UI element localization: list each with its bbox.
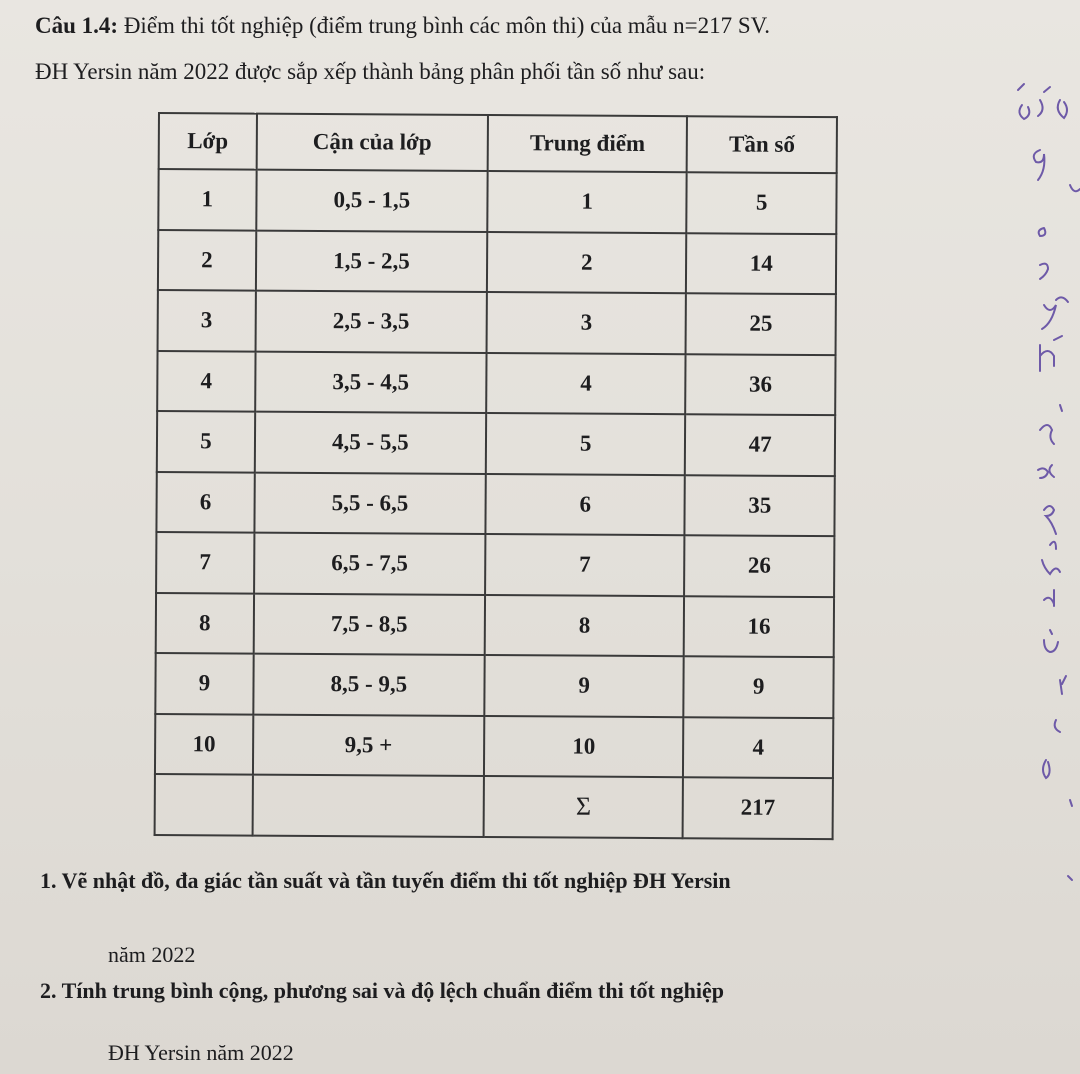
- cell-bounds: 5,5 - 6,5: [254, 472, 486, 534]
- cell-class: 7: [156, 532, 254, 593]
- table-total-row: [155, 774, 833, 839]
- cell-bounds: 1,5 - 2,5: [256, 230, 488, 292]
- table-row: [158, 169, 836, 234]
- cell-class: 1: [158, 169, 256, 230]
- question-line-1: [35, 12, 770, 40]
- table-row: [158, 290, 836, 355]
- cell-empty: [252, 775, 484, 837]
- cell-class: 5: [157, 411, 255, 472]
- cell-frequency: 9: [684, 656, 834, 717]
- cell-bounds: 6,5 - 7,5: [254, 533, 486, 595]
- cell-frequency: 14: [686, 233, 836, 294]
- task-2-continued: ĐH Yersin năm 2022: [108, 1040, 294, 1065]
- task-1-continued: năm 2022: [108, 942, 196, 967]
- cell-bounds: 7,5 - 8,5: [253, 593, 485, 655]
- cell-empty: [155, 774, 253, 835]
- cell-total-frequency: 217: [683, 777, 833, 838]
- table-row: [156, 592, 834, 657]
- cell-midpoint: 8: [485, 595, 685, 657]
- question-text-1: Điểm thi tốt nghiệp (điểm trung bình các môn thi) của mẫu n=217 SV.: [123, 13, 771, 38]
- cell-midpoint: 7: [485, 534, 685, 596]
- cell-frequency: 26: [684, 535, 834, 596]
- header-class: Lớp: [159, 113, 257, 170]
- cell-frequency: 5: [687, 172, 837, 233]
- table-row: [156, 471, 834, 536]
- sum-symbol: Σ: [484, 776, 684, 838]
- cell-midpoint: 4: [486, 353, 686, 415]
- cell-midpoint: 6: [485, 474, 685, 536]
- handwritten-margin-scribbles: [1000, 0, 1080, 1074]
- cell-class: 6: [156, 471, 254, 532]
- cell-frequency: 25: [686, 293, 836, 354]
- header-midpoint: Trung điểm: [488, 115, 688, 172]
- task-1-number: 1.: [40, 868, 57, 893]
- table-row: [155, 713, 833, 778]
- cell-bounds: 2,5 - 3,5: [255, 291, 487, 353]
- table-row: [157, 411, 835, 476]
- cell-frequency: 4: [683, 717, 833, 778]
- cell-class: 10: [155, 713, 253, 774]
- cell-class: 8: [156, 592, 254, 653]
- task-1: [40, 868, 731, 894]
- cell-bounds: 8,5 - 9,5: [253, 654, 485, 716]
- cell-midpoint: 10: [484, 716, 684, 778]
- header-class-bounds: Cận của lớp: [256, 114, 488, 171]
- table-row: [155, 653, 833, 718]
- cell-class: 4: [157, 351, 255, 412]
- cell-bounds: 0,5 - 1,5: [256, 170, 488, 232]
- task-2-number: 2.: [40, 978, 57, 1003]
- question-label: Câu 1.4:: [35, 13, 119, 38]
- cell-midpoint: 3: [487, 292, 687, 354]
- cell-class: 3: [158, 290, 256, 351]
- cell-frequency: 36: [686, 354, 836, 415]
- table-row: [156, 532, 834, 597]
- cell-midpoint: 2: [487, 232, 687, 294]
- cell-class: 2: [158, 230, 256, 291]
- table-row: [157, 351, 835, 416]
- table-row: [158, 230, 836, 295]
- table-header-row: [159, 113, 837, 173]
- cell-bounds: 3,5 - 4,5: [255, 351, 487, 413]
- cell-midpoint: 1: [487, 171, 687, 233]
- task-2-text: Tính trung bình cộng, phương sai và độ lệch chuẩn điểm thi tốt nghiệp: [61, 978, 724, 1003]
- task-2: [40, 978, 724, 1004]
- question-line-2: ĐH Yersin năm 2022 được sắp xếp thành bảng phân phối tần số như sau:: [35, 59, 706, 84]
- cell-frequency: 35: [685, 475, 835, 536]
- cell-frequency: 16: [684, 596, 834, 657]
- cell-midpoint: 5: [486, 413, 686, 475]
- cell-bounds: 4,5 - 5,5: [255, 412, 487, 474]
- cell-midpoint: 9: [484, 655, 684, 717]
- header-frequency: Tần số: [687, 116, 837, 173]
- task-1-text: Vẽ nhật đồ, đa giác tần suất và tần tuyến điểm thi tốt nghiệp ĐH Yersin: [61, 868, 731, 893]
- cell-class: 9: [155, 653, 253, 714]
- cell-bounds: 9,5 +: [253, 714, 485, 776]
- cell-frequency: 47: [685, 414, 835, 475]
- frequency-table: [154, 112, 838, 840]
